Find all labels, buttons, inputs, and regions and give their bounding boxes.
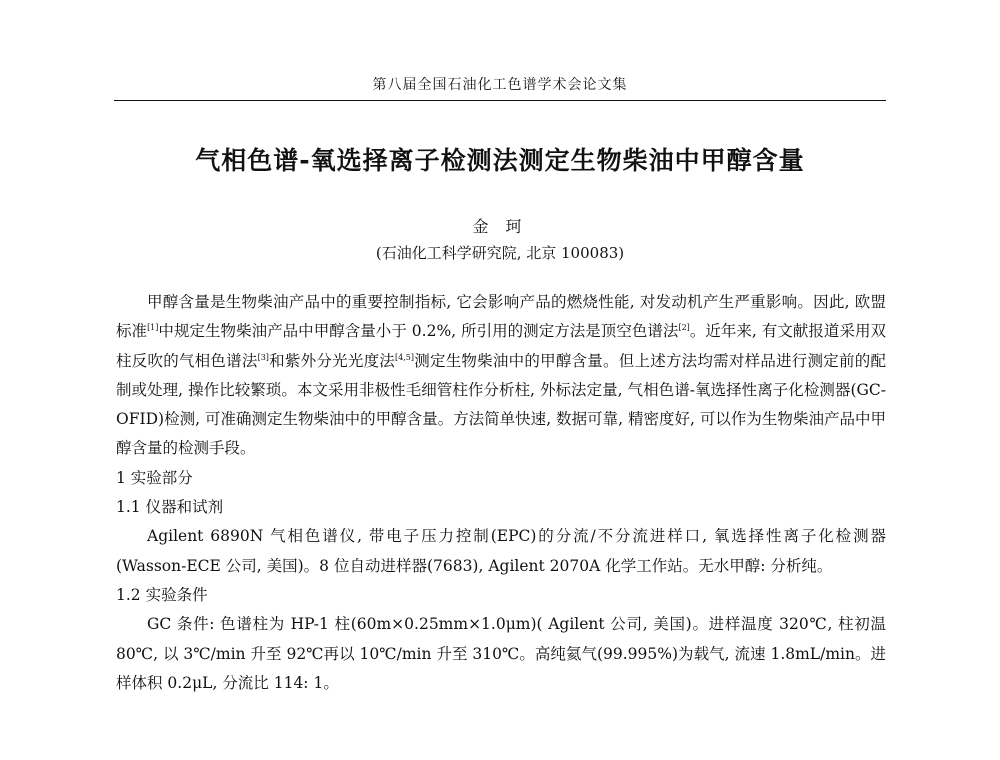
intro-paragraph (116, 288, 886, 464)
section-heading-1-1: 1.1 仪器和试剂 (116, 498, 224, 517)
header-rule (114, 100, 886, 101)
citation-1: [1] (147, 323, 159, 333)
body-text (116, 288, 886, 698)
intro-text-2: 中规定生物柴油产品中甲醇含量小于 0.2%, 所引用的测定方法是顶空色谱法 (158, 322, 679, 341)
intro-text-3: 。近年来, 有文献报道采用双柱反吹的气相色谱法 (116, 322, 886, 370)
intro-text-4: 和紫外分光光度法 (268, 351, 396, 370)
instruments-paragraph: Agilent 6890N 气相色谱仪, 带电子压力控制(EPC)的分流/不分流进样口, 氧选择性离子化检测器(Wasson-ECE 公司, 美国)。8 位自动进样器(7683), Agilent 2070A 化学工作站。无水甲醇: 分析纯。 (116, 527, 886, 575)
intro-text-1: 甲醇含量是生物柴油产品中的重要控制指标, 它会影响产品的燃烧性能, 对发动机产生严重影响。因此, 欧盟标准 (116, 293, 886, 341)
citation-3: [3] (257, 352, 269, 362)
author-name: 金 珂 (472, 217, 528, 236)
intro-text-5: 测定生物柴油中的甲醇含量。但上述方法均需对样品进行测定前的配制或处理, 操作比较繁琐。本文采用非极性毛细管柱作分析柱, 外标法定量, 气相色谱-氧选择性离子化检测器(GC-OFID)检测, 可准确测定生物柴油中的甲醇含量。方法简单快速, 数据可靠, 精密度好, 可以作为生物柴油产品中甲醇含量的检测手段。 (116, 351, 886, 458)
running-header: 第八届全国石油化工色谱学术会论文集 (372, 77, 628, 93)
paper-title: 气相色谱-氧选择离子检测法测定生物柴油中甲醇含量 (195, 146, 805, 175)
section-heading-1-2: 1.2 实验条件 (116, 585, 208, 604)
conditions-paragraph: GC 条件: 色谱柱为 HP-1 柱(60m×0.25mm×1.0μm)( Agilent 公司, 美国)。进样温度 320℃, 柱初温 80℃, 以 3℃/min 升至 92℃再以 10℃/min 升至 310℃。高纯氦气(99.995%)为载气, 流速 1.8mL/min。进样体积 0.2μL, 分流比 114: 1。 (116, 615, 886, 692)
citation-2: [2] (678, 323, 690, 333)
section-heading-1: 1 实验部分 (116, 468, 193, 487)
citation-4-5: [4,5] (395, 352, 414, 362)
author-affiliation: (石油化工科学研究院, 北京 100083) (375, 244, 625, 262)
